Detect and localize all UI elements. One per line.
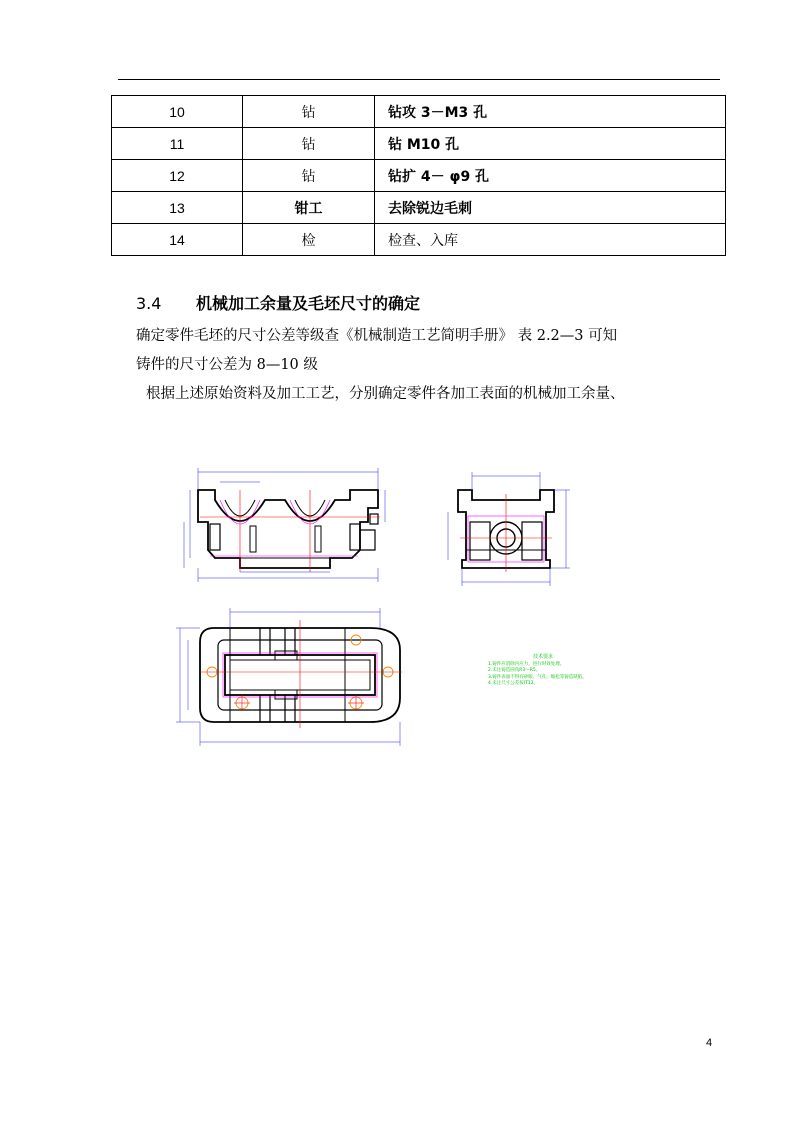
- step-number: 10: [112, 96, 243, 128]
- step-number: 11: [112, 128, 243, 160]
- note-title: 技术要求: [532, 654, 553, 660]
- step-number: 14: [112, 224, 243, 256]
- paragraph-line-2: 铸件的尺寸公差为 8—10 级: [136, 357, 318, 373]
- operation-type: 钻: [243, 96, 375, 128]
- engineering-drawing: [170, 460, 610, 760]
- section-title: 机械加工余量及毛坯尺寸的确定: [196, 294, 421, 313]
- process-table: [111, 95, 726, 256]
- step-number: 13: [112, 192, 243, 224]
- note-line: 4.未注尺寸公差按IT12。: [488, 681, 539, 686]
- operation-description: 钻攻 3－M3 孔: [375, 96, 726, 128]
- operation-type: 钻: [243, 128, 375, 160]
- operation-type: 钳工: [243, 192, 375, 224]
- step-number: 12: [112, 160, 243, 192]
- note-line: 1.铸件应消除内应力，进行时效处理。: [488, 661, 565, 667]
- header-rule: [118, 79, 720, 80]
- operation-type: 钻: [243, 160, 375, 192]
- table-row: [112, 192, 726, 224]
- operation-description: 钻 M10 孔: [375, 128, 726, 160]
- table-row: [112, 96, 726, 128]
- operation-description: 检查、入库: [375, 224, 726, 256]
- paragraph-line-3: 根据上述原始资料及加工工艺，分别确定零件各加工表面的机械加工余量、: [146, 386, 625, 402]
- operation-type: 检: [243, 224, 375, 256]
- section-heading: [136, 291, 420, 314]
- note-line: 2.未注铸造圆角R3～R5。: [488, 668, 541, 673]
- paragraph-line-1: 确定零件毛坯的尺寸公差等级查《机械制造工艺简明手册》 表 2.2—3 可知: [136, 328, 618, 344]
- page-number: 4: [706, 1037, 713, 1049]
- operation-description: 钻扩 4－ φ9 孔: [375, 160, 726, 192]
- operation-description: 去除锐边毛刺: [375, 192, 726, 224]
- table-row: [112, 224, 726, 256]
- note-line: 3.铸件表面不得有砂眼、气孔、缩松等铸造缺陷。: [488, 674, 587, 680]
- table-row: [112, 160, 726, 192]
- technical-requirements-note: [488, 654, 598, 688]
- section-number: 3.4: [136, 294, 162, 313]
- table-row: [112, 128, 726, 160]
